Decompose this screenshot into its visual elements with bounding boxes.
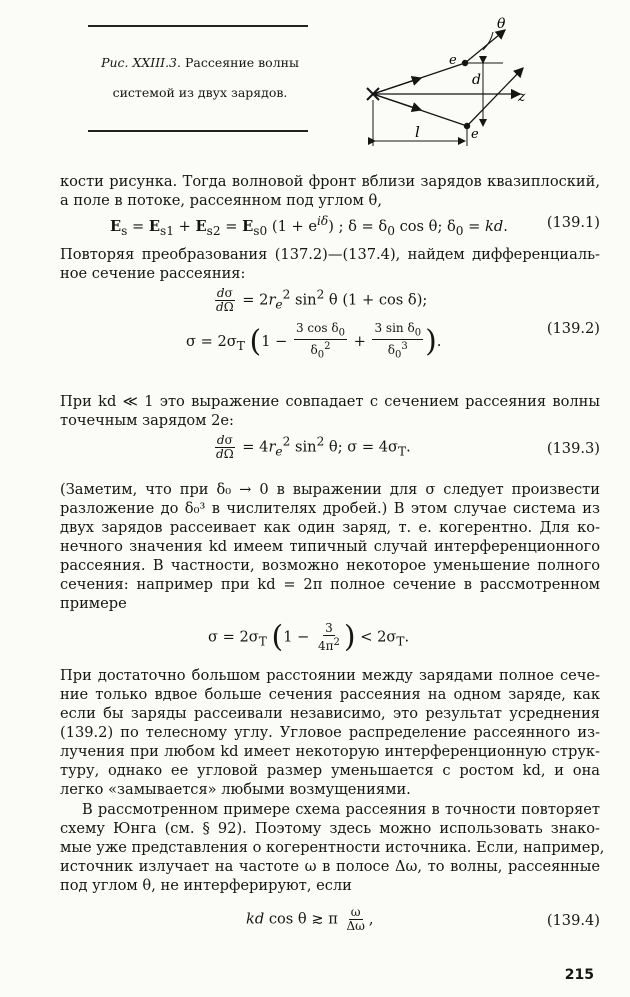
- para4-line7: примере: [60, 595, 127, 612]
- para1-line1: кости рисунка. Тогда волновой фронт вблизи зарядов квазиплоский,: [60, 173, 600, 190]
- para2-line2: ное сечение рассеяния:: [60, 265, 246, 282]
- para6-line2: схему Юнга (см. § 92). Поэтому здесь можно использовать знако-: [60, 820, 600, 837]
- para5-line7: легко «замывается» любыми возмущениями.: [60, 781, 411, 798]
- equation-number-139-2: (139.2): [546, 320, 600, 337]
- para5-line3: если бы заряды рассеивали независимо, это результат усреднения: [60, 705, 600, 722]
- fraction-3-over-4pi2: $\frac{3}{4\pi^2}$: [317, 621, 340, 653]
- para6-line3: мые уже представления о когерентности источника. Если, например,: [60, 839, 605, 856]
- para3-line2: точечным зарядом 2e:: [60, 412, 234, 429]
- scattering-diagram: [355, 8, 555, 148]
- fraction-3sin: $\frac{3 \sin \delta_0}{\delta_0^3}$: [374, 321, 422, 361]
- label-e-top: e: [449, 53, 457, 68]
- para5-line6: туру, однако ее угловой размер уменьшается с ростом kd, и она: [60, 762, 600, 779]
- fraction-dsigma-domega: $\frac{d\sigma}{d\Omega}$: [216, 286, 234, 314]
- equation-number-139-4: (139.4): [546, 912, 600, 929]
- para4-line3: двух зарядов рассеивает как один заряд, т. е. когерентно. Для ко-: [60, 519, 600, 536]
- para5-line1: При достаточно большом расстоянии между зарядами полное сече-: [60, 667, 600, 684]
- label-e-bottom: e: [471, 127, 479, 142]
- para5-line5: лучения при любом kd имеет некоторую интерференционную струк-: [60, 743, 600, 760]
- para4-line4: нечного значения kd имеем типичный случай интерференционного: [60, 538, 600, 555]
- equation-139-4: kd cos θ ≳ π $\frac{\omega}{\Delta\omega}$ ,: [246, 905, 374, 933]
- para3-line1: При kd ≪ 1 это выражение совпадает с сечением рассеяния волны: [60, 393, 600, 410]
- para6-line4: источник излучает на частоте ω в полосе Δω, то волны, рассеянные: [60, 858, 600, 875]
- page-number: 215: [564, 967, 594, 983]
- equation-number-139-3: (139.3): [546, 440, 600, 457]
- label-l: l: [415, 123, 420, 141]
- scattered-ray-top: [465, 30, 505, 63]
- equation-sigma-bound: $\sigma = 2\sigma_T$ (1 − $\frac{3}{4\pi^2}$ ) < $2\sigma_T$.: [208, 619, 410, 655]
- equation-number-139-1: (139.1): [546, 214, 600, 231]
- equation-139-1: $E_s = E_{s1} + E_{s2} = E_{s0}$ $(1 + e^{i\delta})$ ; $\delta = \delta_0$ cos θ; $\delta_0$ = kd.: [110, 214, 508, 238]
- para5-line2: ние только вдвое больше сечения рассеяния на одном заряде, как: [60, 686, 600, 703]
- label-theta: θ: [497, 16, 506, 32]
- figure-caption-label: Рис. XXIII.3.: [101, 55, 181, 70]
- equation-139-2b: $\sigma = 2\sigma_T$ (1 − $\frac{3 \cos \delta_0}{\delta_0^2}$ + $\frac{3 \sin \delta_0}{\delta_0^3}$ ).: [186, 321, 442, 361]
- para6-line1: В рассмотренном примере схема рассеяния в точности повторяет: [82, 801, 600, 818]
- para2-line1: Повторяя преобразования (137.2)—(137.4), найдем дифференциаль-: [60, 246, 600, 263]
- caption-rule-top: [88, 25, 308, 27]
- fraction-3cos: $\frac{3 \cos \delta_0}{\delta_0^2}$: [295, 321, 345, 361]
- figure-caption-line2: системой из двух зарядов.: [112, 85, 288, 100]
- para4-line1: (Заметим, что при δ₀ → 0 в выражении для σ следует произвести: [60, 481, 600, 498]
- label-z: z: [518, 89, 526, 105]
- equation-139-2a: $\frac{d\sigma}{d\Omega}$ = $2r_e^2$ $\sin^2 \theta$ (1 + cos δ);: [216, 286, 428, 314]
- fraction-dsigma-domega-2: $\frac{d\sigma}{d\Omega}$: [216, 433, 234, 461]
- para5-line4: (139.2) по телесному углу. Угловое распределение рассеянного из-: [60, 724, 600, 741]
- figure-caption-title: Рассеяние волны: [184, 55, 299, 70]
- equation-139-3: $\frac{d\sigma}{d\Omega}$ = $4r_e^2$ $\sin^2 \theta$; $\sigma = 4\sigma_T$.: [216, 433, 411, 461]
- label-d: d: [472, 72, 481, 88]
- para4-line6: сечения: например при kd = 2π полное сечение в рассмотренном: [60, 576, 600, 593]
- para4-line2: разложение до δ₀³ в числителях дробей.) В этом случае система из: [60, 500, 600, 517]
- figure-caption-line1: [88, 57, 312, 70]
- caption-rule-bottom: [88, 130, 308, 132]
- para6-line5: под углом θ, не интерферируют, если: [60, 877, 352, 894]
- ray-to-bottom-arrow: [373, 94, 421, 110]
- para4-line5: рассеяния. В частности, возможно некоторое уменьшение полного: [60, 557, 600, 574]
- ray-to-top-arrow: [373, 78, 421, 94]
- fraction-omega-over-domega: $\frac{\omega}{\Delta\omega}$: [346, 905, 365, 933]
- para1-line2: а поле в потоке, рассеянном под углом θ,: [60, 192, 382, 209]
